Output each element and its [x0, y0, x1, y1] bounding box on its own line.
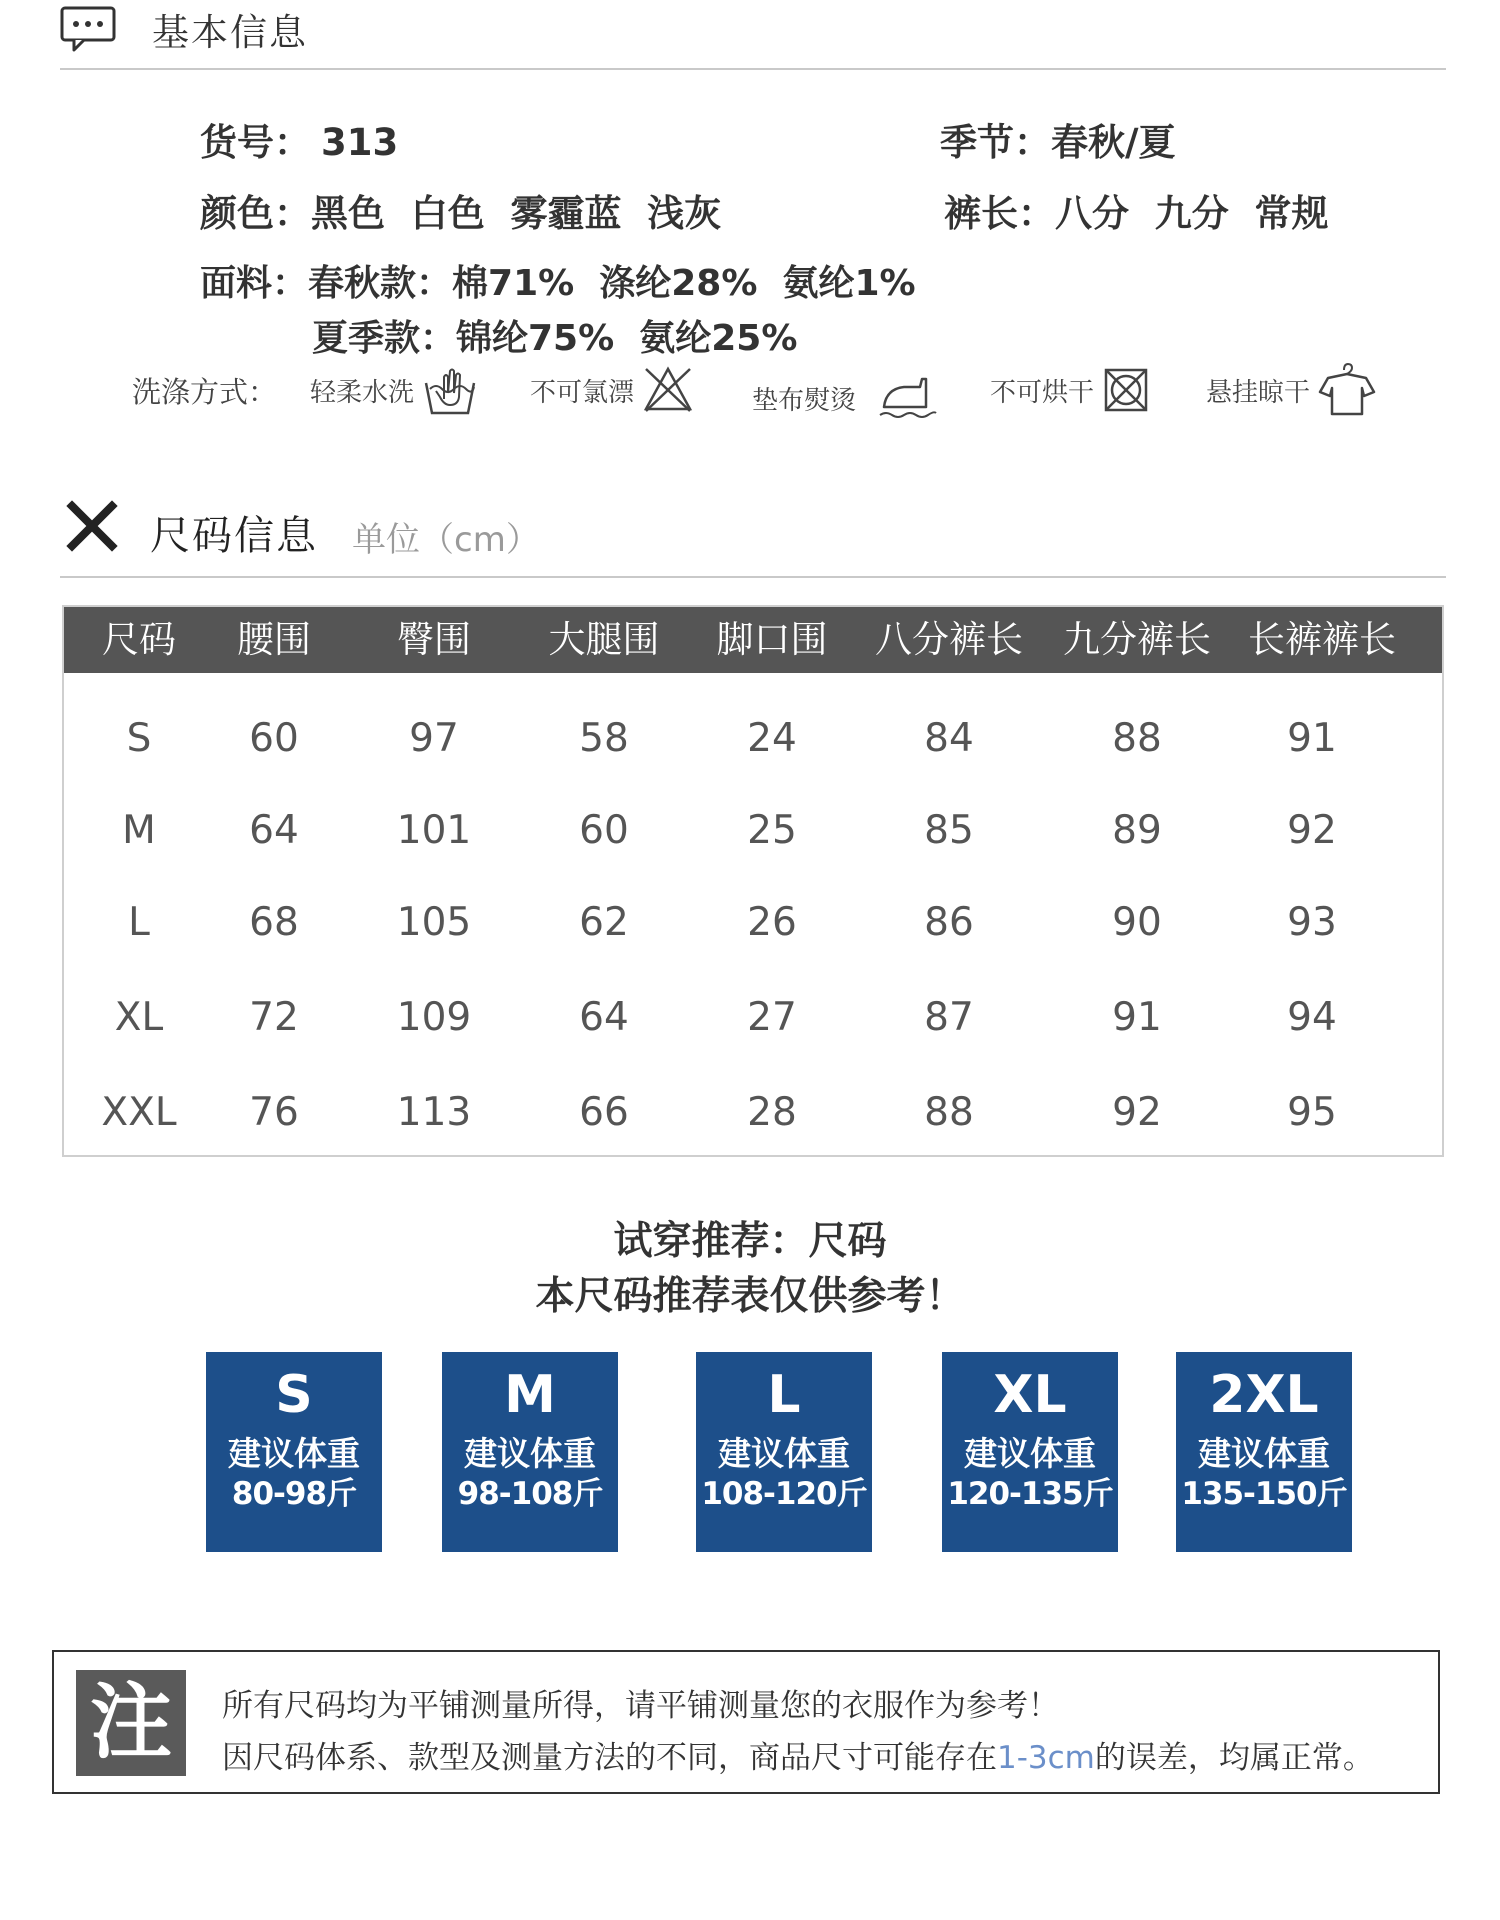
table-cell: 101: [396, 808, 472, 853]
wash-text: 垫布熨烫: [752, 385, 857, 416]
card-weight-range: 98-108斤: [457, 1476, 603, 1512]
table-cell: 62: [579, 900, 629, 945]
season-label: 季节：: [940, 121, 1051, 164]
iron-icon: [878, 373, 938, 423]
table-cell: 84: [924, 716, 974, 761]
wash-item-no-dry: [990, 360, 1150, 420]
size-card-l: [696, 1352, 872, 1552]
table-cell: 90: [1112, 900, 1162, 945]
table-cell: 76: [249, 1090, 299, 1135]
card-size: M: [504, 1365, 556, 1425]
notice-line-1: 所有尺码均为平铺测量所得，请平铺测量您的衣服作为参考！: [222, 1688, 1059, 1724]
recommendation-note: 本尺码推荐表仅供参考！: [535, 1274, 965, 1319]
header-cell: 脚口围: [716, 618, 828, 661]
header-cell: 尺码: [102, 618, 176, 661]
size-card-s: [206, 1352, 382, 1552]
table-cell: 93: [1287, 900, 1337, 945]
item-no-value: 313: [321, 121, 399, 164]
wash-item-no-bleach: [530, 360, 694, 420]
table-cell: 66: [579, 1090, 629, 1135]
wash-label: 洗涤方式：: [132, 375, 278, 409]
card-weight-range: 108-120斤: [701, 1476, 867, 1512]
table-cell: 88: [924, 1090, 974, 1135]
table-row: [64, 877, 1442, 969]
unit-label: 单位（cm）: [352, 520, 540, 560]
wash-item-iron: [752, 368, 938, 428]
table-cell: 64: [579, 995, 629, 1040]
notice-line-2-end: 的误差，均属正常。: [1094, 1740, 1374, 1776]
table-row: [64, 785, 1442, 877]
table-cell: 27: [747, 995, 797, 1040]
card-size: L: [767, 1365, 801, 1425]
table-cell: 91: [1112, 995, 1162, 1040]
card-weight-range: 120-135斤: [947, 1476, 1113, 1512]
table-cell: 87: [924, 995, 974, 1040]
table-cell: 85: [924, 808, 974, 853]
table-cell: 91: [1287, 716, 1337, 761]
size-card-xl: [942, 1352, 1118, 1552]
table-cell: 60: [249, 716, 299, 761]
divider: [60, 68, 1446, 70]
size-card-2xl: [1176, 1352, 1352, 1552]
table-cell: 88: [1112, 716, 1162, 761]
card-weight-label: 建议体重: [228, 1434, 360, 1473]
close-x-icon: [66, 500, 118, 552]
table-cell: 64: [249, 808, 299, 853]
card-size: 2XL: [1209, 1365, 1319, 1425]
table-row: [64, 972, 1442, 1064]
table-cell: L: [128, 900, 150, 945]
header-cell: 腰围: [237, 618, 311, 661]
table-header: [64, 607, 1442, 673]
notice-line-2-start: 因尺码体系、款型及测量方法的不同，商品尺寸可能存在: [222, 1740, 997, 1776]
pant-length: [944, 183, 1329, 237]
wash-text: 悬挂晾干: [1206, 377, 1311, 408]
notice-line-2: [222, 1732, 1374, 1777]
notice-badge: 注: [76, 1670, 186, 1776]
recommendation-title: 试穿推荐：尺码: [613, 1219, 887, 1264]
wash-text: 不可氯漂: [530, 377, 635, 408]
table-cell: 68: [249, 900, 299, 945]
card-weight-range: 135-150斤: [1181, 1476, 1347, 1512]
hang-dry-icon: [1318, 362, 1376, 418]
color-label: 颜色：: [200, 192, 311, 235]
header-cell: 臀围: [397, 618, 471, 661]
table-cell: 94: [1287, 995, 1337, 1040]
table-cell: 95: [1287, 1090, 1337, 1135]
length-values: 八分 九分 常规: [1055, 192, 1329, 235]
season: [940, 112, 1176, 166]
card-weight-label: 建议体重: [464, 1434, 596, 1473]
chat-bubble-icon: [60, 6, 116, 52]
item-no-label: 货号：: [200, 121, 311, 164]
wash-item-hand-wash: [310, 360, 478, 420]
table-cell: 89: [1112, 808, 1162, 853]
color-values: 黑色 白色 雾霾蓝 浅灰: [311, 192, 722, 235]
table-cell: 58: [579, 716, 629, 761]
item-no: [200, 112, 398, 166]
header-cell: 八分裤长: [875, 618, 1023, 661]
card-size: XL: [993, 1365, 1067, 1425]
table-cell: M: [122, 808, 156, 853]
season-value: 春秋/夏: [1051, 121, 1176, 164]
no-tumble-dry-icon: [1102, 366, 1150, 414]
table-cell: 113: [396, 1090, 472, 1135]
size-card-m: [442, 1352, 618, 1552]
table-cell: 92: [1112, 1090, 1162, 1135]
table-cell: 26: [747, 900, 797, 945]
card-weight-label: 建议体重: [964, 1434, 1096, 1473]
fabric-label: 面料：: [200, 263, 309, 304]
no-bleach-icon: [642, 365, 694, 415]
header-cell: 九分裤长: [1063, 618, 1211, 661]
colors: [200, 183, 721, 237]
fabric-spring: 春秋款：棉71% 涤纶28% 氨纶1%: [308, 263, 916, 304]
table-cell: 72: [249, 995, 299, 1040]
table-cell: 60: [579, 808, 629, 853]
card-weight-label: 建议体重: [718, 1434, 850, 1473]
wash-item-hang-dry: [1206, 360, 1376, 420]
table-cell: 92: [1287, 808, 1337, 853]
table-cell: 97: [409, 716, 459, 761]
header-cell: 大腿围: [548, 618, 660, 661]
wash-text: 轻柔水洗: [310, 377, 415, 408]
length-label: 裤长：: [944, 192, 1055, 235]
notice-box: [52, 1650, 1440, 1794]
card-size: S: [275, 1365, 313, 1425]
hand-wash-icon: [422, 363, 478, 417]
basic-info-title: 基本信息: [152, 11, 308, 54]
size-info-title: 尺码信息: [150, 513, 318, 559]
table-cell: 25: [747, 808, 797, 853]
fabric: [200, 255, 916, 306]
table-cell: 28: [747, 1090, 797, 1135]
table-cell: 105: [396, 900, 472, 945]
wash-text: 不可烘干: [990, 377, 1095, 408]
notice-tolerance: 1-3cm: [997, 1740, 1095, 1776]
header-cell: 长裤裤长: [1248, 618, 1396, 661]
table-cell: XL: [114, 995, 164, 1040]
card-weight-label: 建议体重: [1198, 1434, 1330, 1473]
card-weight-range: 80-98斤: [231, 1476, 357, 1512]
table-cell: 109: [396, 995, 472, 1040]
divider: [60, 576, 1446, 578]
table-cell: S: [126, 716, 152, 761]
table-row: [64, 693, 1442, 785]
size-table: [62, 605, 1444, 1157]
table-cell: 24: [747, 716, 797, 761]
table-cell: XXL: [101, 1090, 177, 1135]
table-cell: 86: [924, 900, 974, 945]
table-row: [64, 1067, 1442, 1159]
fabric-summer: 夏季款：锦纶75% 氨纶25%: [312, 318, 798, 359]
